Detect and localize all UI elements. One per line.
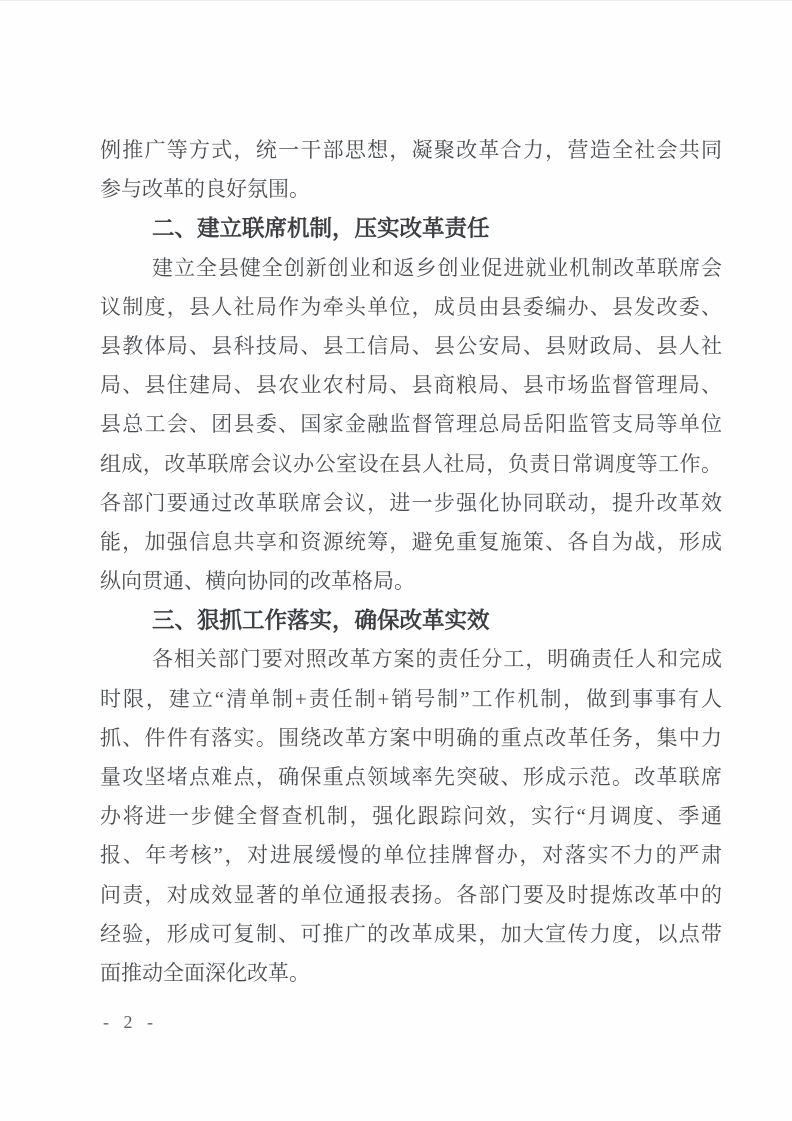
body-line: 办将进一步健全督查机制，强化跟踪问效，实行“月调度、季通 (100, 804, 722, 829)
body-line: 问责，对成效显著的单位通报表扬。各部门要及时提炼改革中的 (100, 882, 722, 907)
document-content (100, 131, 722, 993)
body-line: 参与改革的良好氛围。 (100, 177, 310, 202)
body-line: 报、年考核”，对进展缓慢的单位挂牌督办，对落实不力的严肃 (100, 843, 722, 868)
body-line: 议制度，县人社局作为牵头单位，成员由县委编办、县发改委、 (100, 294, 722, 319)
body-line: 抓、件件有落实。围绕改革方案中明确的重点改革任务，集中力 (100, 725, 722, 750)
body-line: 组成，改革联席会议办公室设在县人社局，负责日常调度等工作。 (100, 451, 722, 476)
body-line: 能，加强信息共享和资源统筹，避免重复施策、各自为战，形成 (100, 529, 722, 554)
body-line: 面推动全面深化改革。 (100, 960, 310, 985)
body-line: 局、县住建局、县农业农村局、县商粮局、县市场监督管理局、 (100, 373, 722, 398)
body-line: 各部门要通过改革联席会议，进一步强化协同联动，提升改革效 (100, 490, 722, 515)
body-line: 建立全县健全创新创业和返乡创业促进就业机制改革联席会 (152, 255, 722, 280)
body-line: 经验，形成可复制、可推广的改革成果，加大宣传力度，以点带 (100, 921, 722, 946)
body-line: 例推广等方式，统一干部思想，凝聚改革合力，营造全社会共同 (100, 138, 722, 162)
body-line: 县教体局、县科技局、县工信局、县公安局、县财政局、县人社 (100, 333, 722, 358)
body-line: 纵向贯通、横向协同的改革格局。 (100, 569, 415, 594)
section-heading: 二、建立联席机制，压实改革责任 (152, 216, 490, 242)
body-line: 各相关部门要对照改革方案的责任分工，明确责任人和完成 (152, 647, 722, 672)
page-number: - 2 - (103, 1012, 158, 1032)
body-line: 时限，建立“清单制+责任制+销号制”工作机制，做到事事有人 (100, 686, 722, 711)
body-line: 县总工会、团县委、国家金融监督管理总局岳阳监管支局等单位 (100, 412, 722, 437)
section-heading: 三、狠抓工作落实，确保改革实效 (152, 608, 490, 634)
body-line: 量攻坚堵点难点，确保重点领域率先突破、形成示范。改革联席 (100, 765, 722, 789)
